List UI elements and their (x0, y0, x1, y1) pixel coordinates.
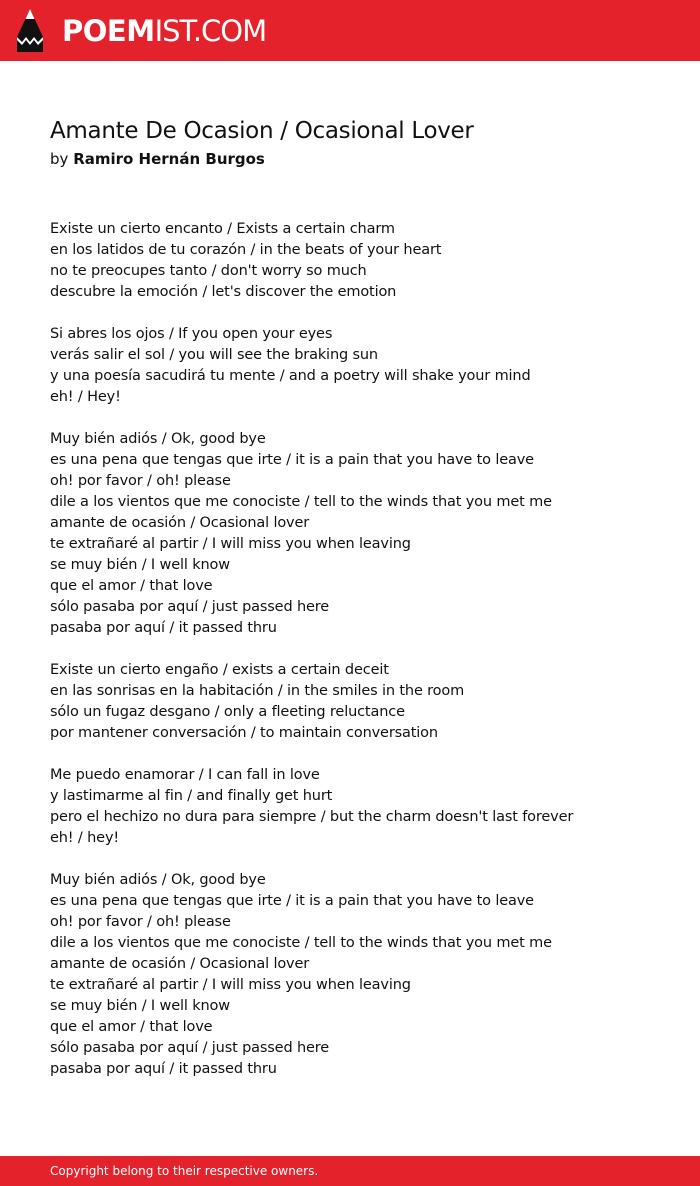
poem-line: pasaba por aquí / it passed thru (50, 1061, 277, 1077)
poem-stanza (50, 765, 670, 849)
author-name: Ramiro Hernán Burgos (73, 150, 265, 168)
poem-title: Amante De Ocasion / Ocasional Lover (50, 118, 474, 144)
poem-line: no te preocupes tanto / don't worry so much (50, 263, 367, 279)
poem-line: amante de ocasión / Ocasional lover (50, 515, 310, 531)
poem-line: se muy bién / I well know (50, 998, 230, 1014)
poem-line: Existe un cierto engaño / exists a certain deceit (50, 662, 389, 678)
poem-line: sólo pasaba por aquí / just passed here (50, 599, 330, 615)
poem-line: se muy bién / I well know (50, 557, 230, 573)
poem-line: Me puedo enamorar / I can fall in love (50, 767, 320, 783)
poem-line: eh! / Hey! (50, 389, 121, 405)
poem-line: pero el hechizo no dura para siempre / but the charm doesn't last forever (50, 809, 574, 825)
site-footer (0, 1156, 700, 1186)
poem-line: te extrañaré al partir / I will miss you when leaving (50, 536, 411, 552)
poem-stanza (50, 660, 670, 744)
poem-line: te extrañaré al partir / I will miss you when leaving (50, 977, 411, 993)
by-label: by (50, 150, 69, 168)
poem-line: dile a los vientos que me conociste / tell to the winds that you met me (50, 935, 552, 951)
poem-line: que el amor / that love (50, 1019, 213, 1035)
poem-line: verás salir el sol / you will see the braking sun (50, 347, 378, 363)
poem-line: descubre la emoción / let's discover the emotion (50, 284, 397, 300)
poem-line: amante de ocasión / Ocasional lover (50, 956, 310, 972)
poem-stanza (50, 219, 670, 303)
poem-byline (50, 148, 265, 170)
poem-line: Si abres los ojos / If you open your eyes (50, 326, 333, 342)
poem-line: eh! / hey! (50, 830, 120, 846)
logo-text-bold: POEM (62, 14, 155, 48)
poem-line: y una poesía sacudirá tu mente / and a poetry will shake your mind (50, 368, 531, 384)
poem-stanza (50, 870, 670, 1080)
poem-line: pasaba por aquí / it passed thru (50, 620, 277, 636)
poem-line: en los latidos de tu corazón / in the beats of your heart (50, 242, 442, 258)
poem-line: oh! por favor / oh! please (50, 914, 231, 930)
poem-line: Existe un cierto encanto / Exists a certain charm (50, 221, 395, 237)
poem-line: por mantener conversación / to maintain conversation (50, 725, 438, 741)
poem-line: y lastimarme al fin / and finally get hurt (50, 788, 333, 804)
poem-line: sólo un fugaz desgano / only a fleeting reluctance (50, 704, 405, 720)
poem-line: en las sonrisas en la habitación / in the smiles in the room (50, 683, 465, 699)
pencil-logo-icon[interactable] (17, 9, 43, 52)
poem-line: oh! por favor / oh! please (50, 473, 231, 489)
copyright-notice: Copyright belong to their respective owners. (50, 1164, 319, 1178)
poem-line: sólo pasaba por aquí / just passed here (50, 1040, 330, 1056)
site-logo[interactable] (62, 12, 266, 50)
poem-line: es una pena que tengas que irte / it is a pain that you have to leave (50, 452, 534, 468)
poem-stanza (50, 429, 670, 639)
poem-line: es una pena que tengas que irte / it is a pain that you have to leave (50, 893, 534, 909)
poem-line: dile a los vientos que me conociste / tell to the winds that you met me (50, 494, 552, 510)
poem-body (50, 219, 670, 1101)
poem-line: Muy bién adiós / Ok, good bye (50, 872, 266, 888)
logo-text-thin: IST.COM (154, 14, 267, 48)
poem-stanza (50, 324, 670, 408)
poem-line: que el amor / that love (50, 578, 213, 594)
site-header (0, 0, 700, 61)
poem-line: Muy bién adiós / Ok, good bye (50, 431, 266, 447)
